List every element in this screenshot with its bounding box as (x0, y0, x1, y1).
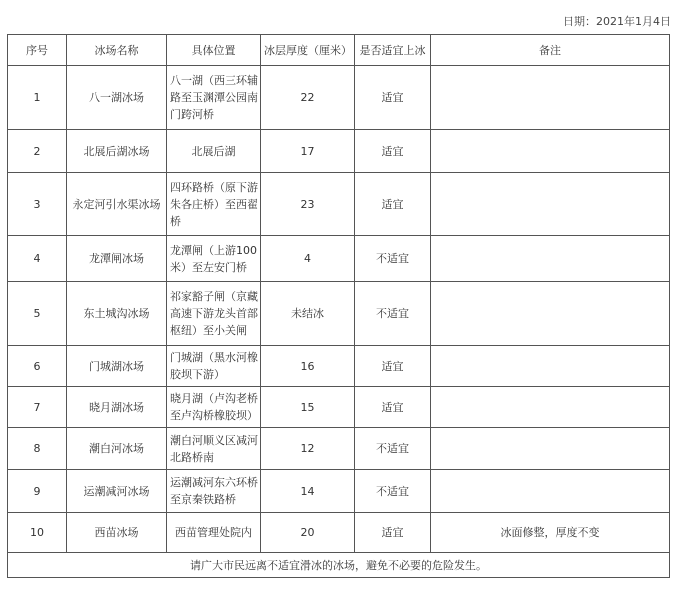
cell-remarks (431, 428, 670, 470)
cell-suitable: 适宜 (355, 387, 431, 428)
cell-name: 晓月湖冰场 (67, 387, 167, 428)
cell-suitable: 不适宜 (355, 470, 431, 513)
table-row (8, 130, 670, 173)
header-name: 冰场名称 (67, 35, 167, 66)
cell-name: 龙潭闸冰场 (67, 236, 167, 282)
cell-name: 八一湖冰场 (67, 66, 167, 130)
cell-location: 潮白河顺义区减河北路桥南 (167, 428, 261, 470)
cell-remarks (431, 236, 670, 282)
cell-thickness: 17 (261, 130, 355, 173)
cell-suitable: 适宜 (355, 173, 431, 236)
cell-remarks (431, 282, 670, 346)
cell-remarks (431, 173, 670, 236)
table-header-row (8, 35, 670, 66)
cell-name: 潮白河冰场 (67, 428, 167, 470)
ice-rink-table (7, 34, 670, 578)
cell-suitable: 适宜 (355, 66, 431, 130)
cell-location: 八一湖（西三环辅路至玉渊潭公园南门跨河桥 (167, 66, 261, 130)
cell-name: 门城湖冰场 (67, 346, 167, 387)
table-row (8, 173, 670, 236)
table-row (8, 282, 670, 346)
cell-location: 门城湖（黑水河橡胶坝下游） (167, 346, 261, 387)
cell-index: 9 (8, 470, 67, 513)
header-location: 具体位置 (167, 35, 261, 66)
header-thickness: 冰层厚度（厘米） (261, 35, 355, 66)
cell-thickness: 15 (261, 387, 355, 428)
cell-index: 1 (8, 66, 67, 130)
cell-location: 北展后湖 (167, 130, 261, 173)
cell-name: 北展后湖冰场 (67, 130, 167, 173)
cell-name: 东土城沟冰场 (67, 282, 167, 346)
cell-thickness: 未结冰 (261, 282, 355, 346)
header-index: 序号 (8, 35, 67, 66)
cell-location: 运潮减河东六环桥至京秦铁路桥 (167, 470, 261, 513)
table-row (8, 346, 670, 387)
cell-index: 10 (8, 513, 67, 553)
cell-remarks (431, 470, 670, 513)
table-row (8, 387, 670, 428)
cell-thickness: 22 (261, 66, 355, 130)
cell-remarks: 冰面修整，厚度不变 (431, 513, 670, 553)
cell-thickness: 14 (261, 470, 355, 513)
cell-suitable: 不适宜 (355, 428, 431, 470)
cell-location: 龙潭闸（上游100米）至左安门桥 (167, 236, 261, 282)
table-row (8, 513, 670, 553)
cell-thickness: 23 (261, 173, 355, 236)
cell-index: 5 (8, 282, 67, 346)
cell-thickness: 4 (261, 236, 355, 282)
cell-name: 永定河引水渠冰场 (67, 173, 167, 236)
cell-remarks (431, 346, 670, 387)
table-row (8, 470, 670, 513)
date-line: 日期：2021年1月4日 (563, 15, 671, 28)
cell-suitable: 适宜 (355, 513, 431, 553)
cell-location: 西苗管理处院内 (167, 513, 261, 553)
header-remarks: 备注 (431, 35, 670, 66)
table-row (8, 66, 670, 130)
cell-index: 3 (8, 173, 67, 236)
footer-note: 请广大市民远离不适宜滑冰的冰场，避免不必要的危险发生。 (8, 553, 670, 578)
cell-suitable: 不适宜 (355, 236, 431, 282)
cell-location: 四环路桥（原下游朱各庄桥）至西翟桥 (167, 173, 261, 236)
cell-remarks (431, 130, 670, 173)
cell-location: 晓月湖（卢沟老桥至卢沟桥橡胶坝） (167, 387, 261, 428)
table-row (8, 236, 670, 282)
cell-index: 7 (8, 387, 67, 428)
cell-index: 4 (8, 236, 67, 282)
cell-suitable: 适宜 (355, 346, 431, 387)
cell-thickness: 20 (261, 513, 355, 553)
cell-index: 6 (8, 346, 67, 387)
cell-location: 祁家豁子闸（京藏高速下游龙头首部枢纽）至小关闸 (167, 282, 261, 346)
footer-row (8, 553, 670, 578)
cell-suitable: 适宜 (355, 130, 431, 173)
header-suitable: 是否适宜上冰 (355, 35, 431, 66)
cell-suitable: 不适宜 (355, 282, 431, 346)
cell-thickness: 12 (261, 428, 355, 470)
cell-name: 运潮减河冰场 (67, 470, 167, 513)
cell-remarks (431, 387, 670, 428)
cell-name: 西苗冰场 (67, 513, 167, 553)
cell-thickness: 16 (261, 346, 355, 387)
cell-index: 2 (8, 130, 67, 173)
table-row (8, 428, 670, 470)
cell-index: 8 (8, 428, 67, 470)
cell-remarks (431, 66, 670, 130)
